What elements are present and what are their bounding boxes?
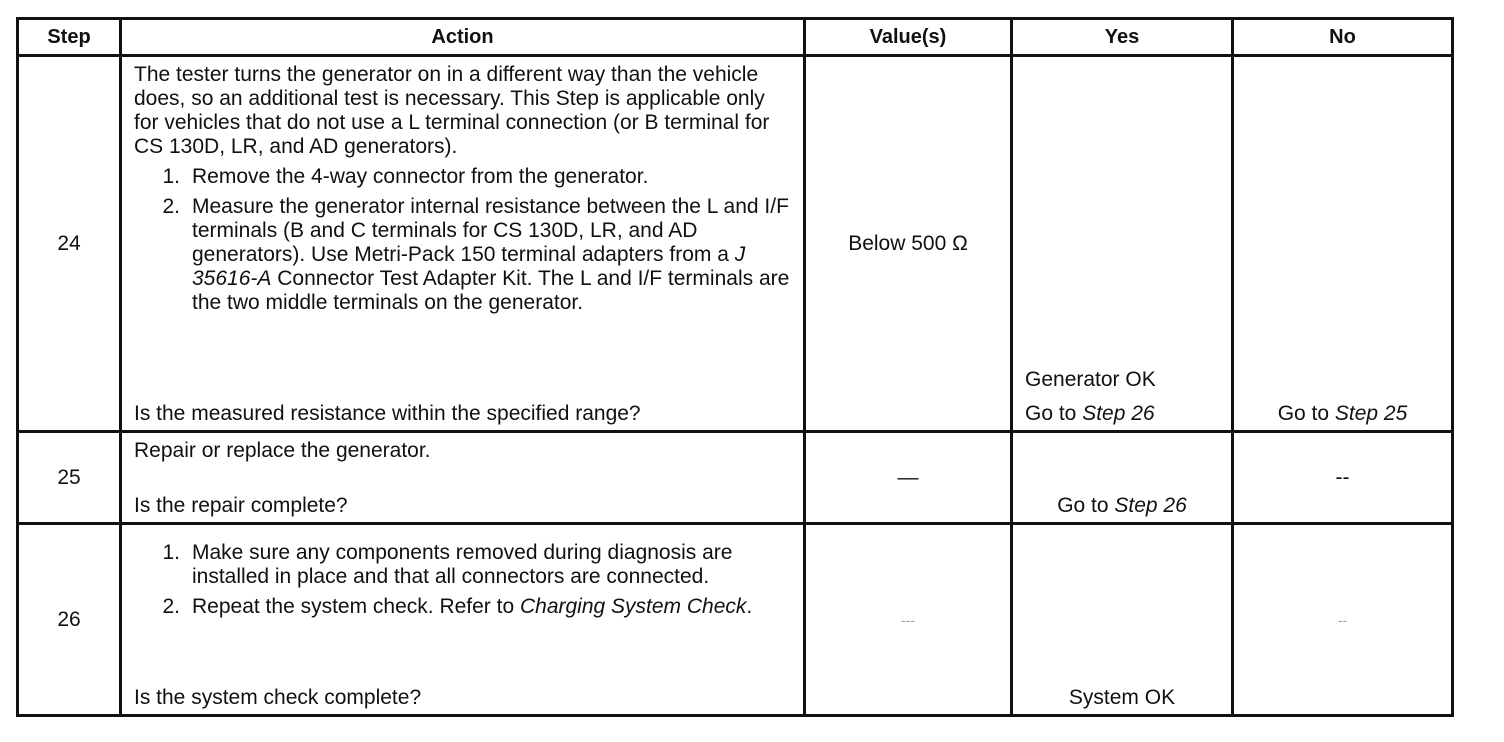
step-link: Step 26	[1114, 494, 1187, 517]
value-cell: Below 500 Ω	[805, 56, 1012, 432]
header-step: Step	[18, 19, 121, 56]
step-number: 25	[18, 432, 121, 524]
yes-cell	[1012, 432, 1233, 524]
yes-result: Generator OK	[1025, 368, 1156, 391]
list-number: 1.	[162, 165, 180, 188]
goto-prefix: Go to	[1057, 494, 1115, 517]
list-item	[134, 541, 793, 589]
no-cell	[1233, 432, 1453, 524]
no-dash: --	[1335, 465, 1350, 489]
goto-prefix: Go to	[1277, 402, 1335, 425]
list-text-after: Connector Test Adapter Kit. The L and I/F terminals are the two middle terminals on the generator.	[192, 267, 790, 314]
header-row	[18, 19, 1453, 56]
no-goto	[1234, 402, 1451, 430]
yes-result: System OK	[1068, 686, 1176, 709]
header-yes: Yes	[1012, 19, 1233, 56]
value-cell	[805, 524, 1012, 716]
action-intro: Repair or replace the generator.	[134, 439, 431, 462]
list-text-after: .	[746, 595, 753, 618]
step-number: 24	[18, 56, 121, 432]
yes-goto	[1013, 494, 1231, 522]
action-cell	[121, 524, 805, 716]
list-text	[192, 195, 793, 315]
diagnostic-table	[16, 17, 1454, 717]
list-text-before: Repeat the system check. Refer to	[192, 595, 520, 618]
list-number: 2.	[162, 595, 180, 618]
header-action: Action	[121, 19, 805, 56]
list-item	[134, 195, 793, 315]
action-intro: The tester turns the generator on in a different way than the vehicle does, so an additional test is necessary. This Step is applicable only for vehicles that do not use a L terminal connection (or B terminal for CS 130D, LR, and AD generators).	[134, 63, 770, 158]
no-cell	[1233, 56, 1453, 432]
value-cell: —	[805, 432, 1012, 524]
header-values: Value(s)	[805, 19, 1012, 56]
table-row	[18, 56, 1453, 432]
tool-reference: J 35616-A	[192, 243, 746, 290]
action-question: Is the measured resistance within the specified range?	[134, 402, 641, 425]
list-text-before: Measure the generator internal resistance between the L and I/F terminals (B and C terminals for CS 130D, LR, and AD generators). Use Metri-Pack 150 terminal adapters from a	[192, 195, 789, 266]
list-number: 2.	[162, 195, 180, 218]
action-list	[134, 165, 793, 315]
action-question: Is the system check complete?	[134, 686, 422, 709]
value-dash: ---	[901, 612, 915, 628]
action-cell	[121, 56, 805, 432]
list-item	[134, 595, 793, 619]
action-list	[134, 541, 793, 619]
list-item	[134, 165, 793, 189]
table-row	[18, 524, 1453, 716]
list-number: 1.	[162, 541, 180, 564]
action-question: Is the repair complete?	[134, 494, 348, 517]
table-row	[18, 432, 1453, 524]
list-text: Make sure any components removed during diagnosis are installed in place and that all connectors are connected.	[192, 541, 733, 588]
goto-prefix: Go to	[1025, 402, 1083, 425]
step-link: Step 25	[1334, 402, 1408, 425]
yes-goto	[1025, 402, 1231, 426]
yes-cell	[1012, 524, 1233, 716]
step-link: Step 26	[1082, 402, 1155, 425]
header-no: No	[1233, 19, 1453, 56]
list-text	[192, 595, 793, 619]
no-cell	[1233, 524, 1453, 716]
step-number: 26	[18, 524, 121, 716]
procedure-reference: Charging System Check	[519, 595, 747, 618]
yes-cell	[1012, 56, 1233, 432]
list-text: Remove the 4-way connector from the generator.	[192, 165, 649, 188]
no-dash: --	[1337, 611, 1348, 628]
action-cell	[121, 432, 805, 524]
